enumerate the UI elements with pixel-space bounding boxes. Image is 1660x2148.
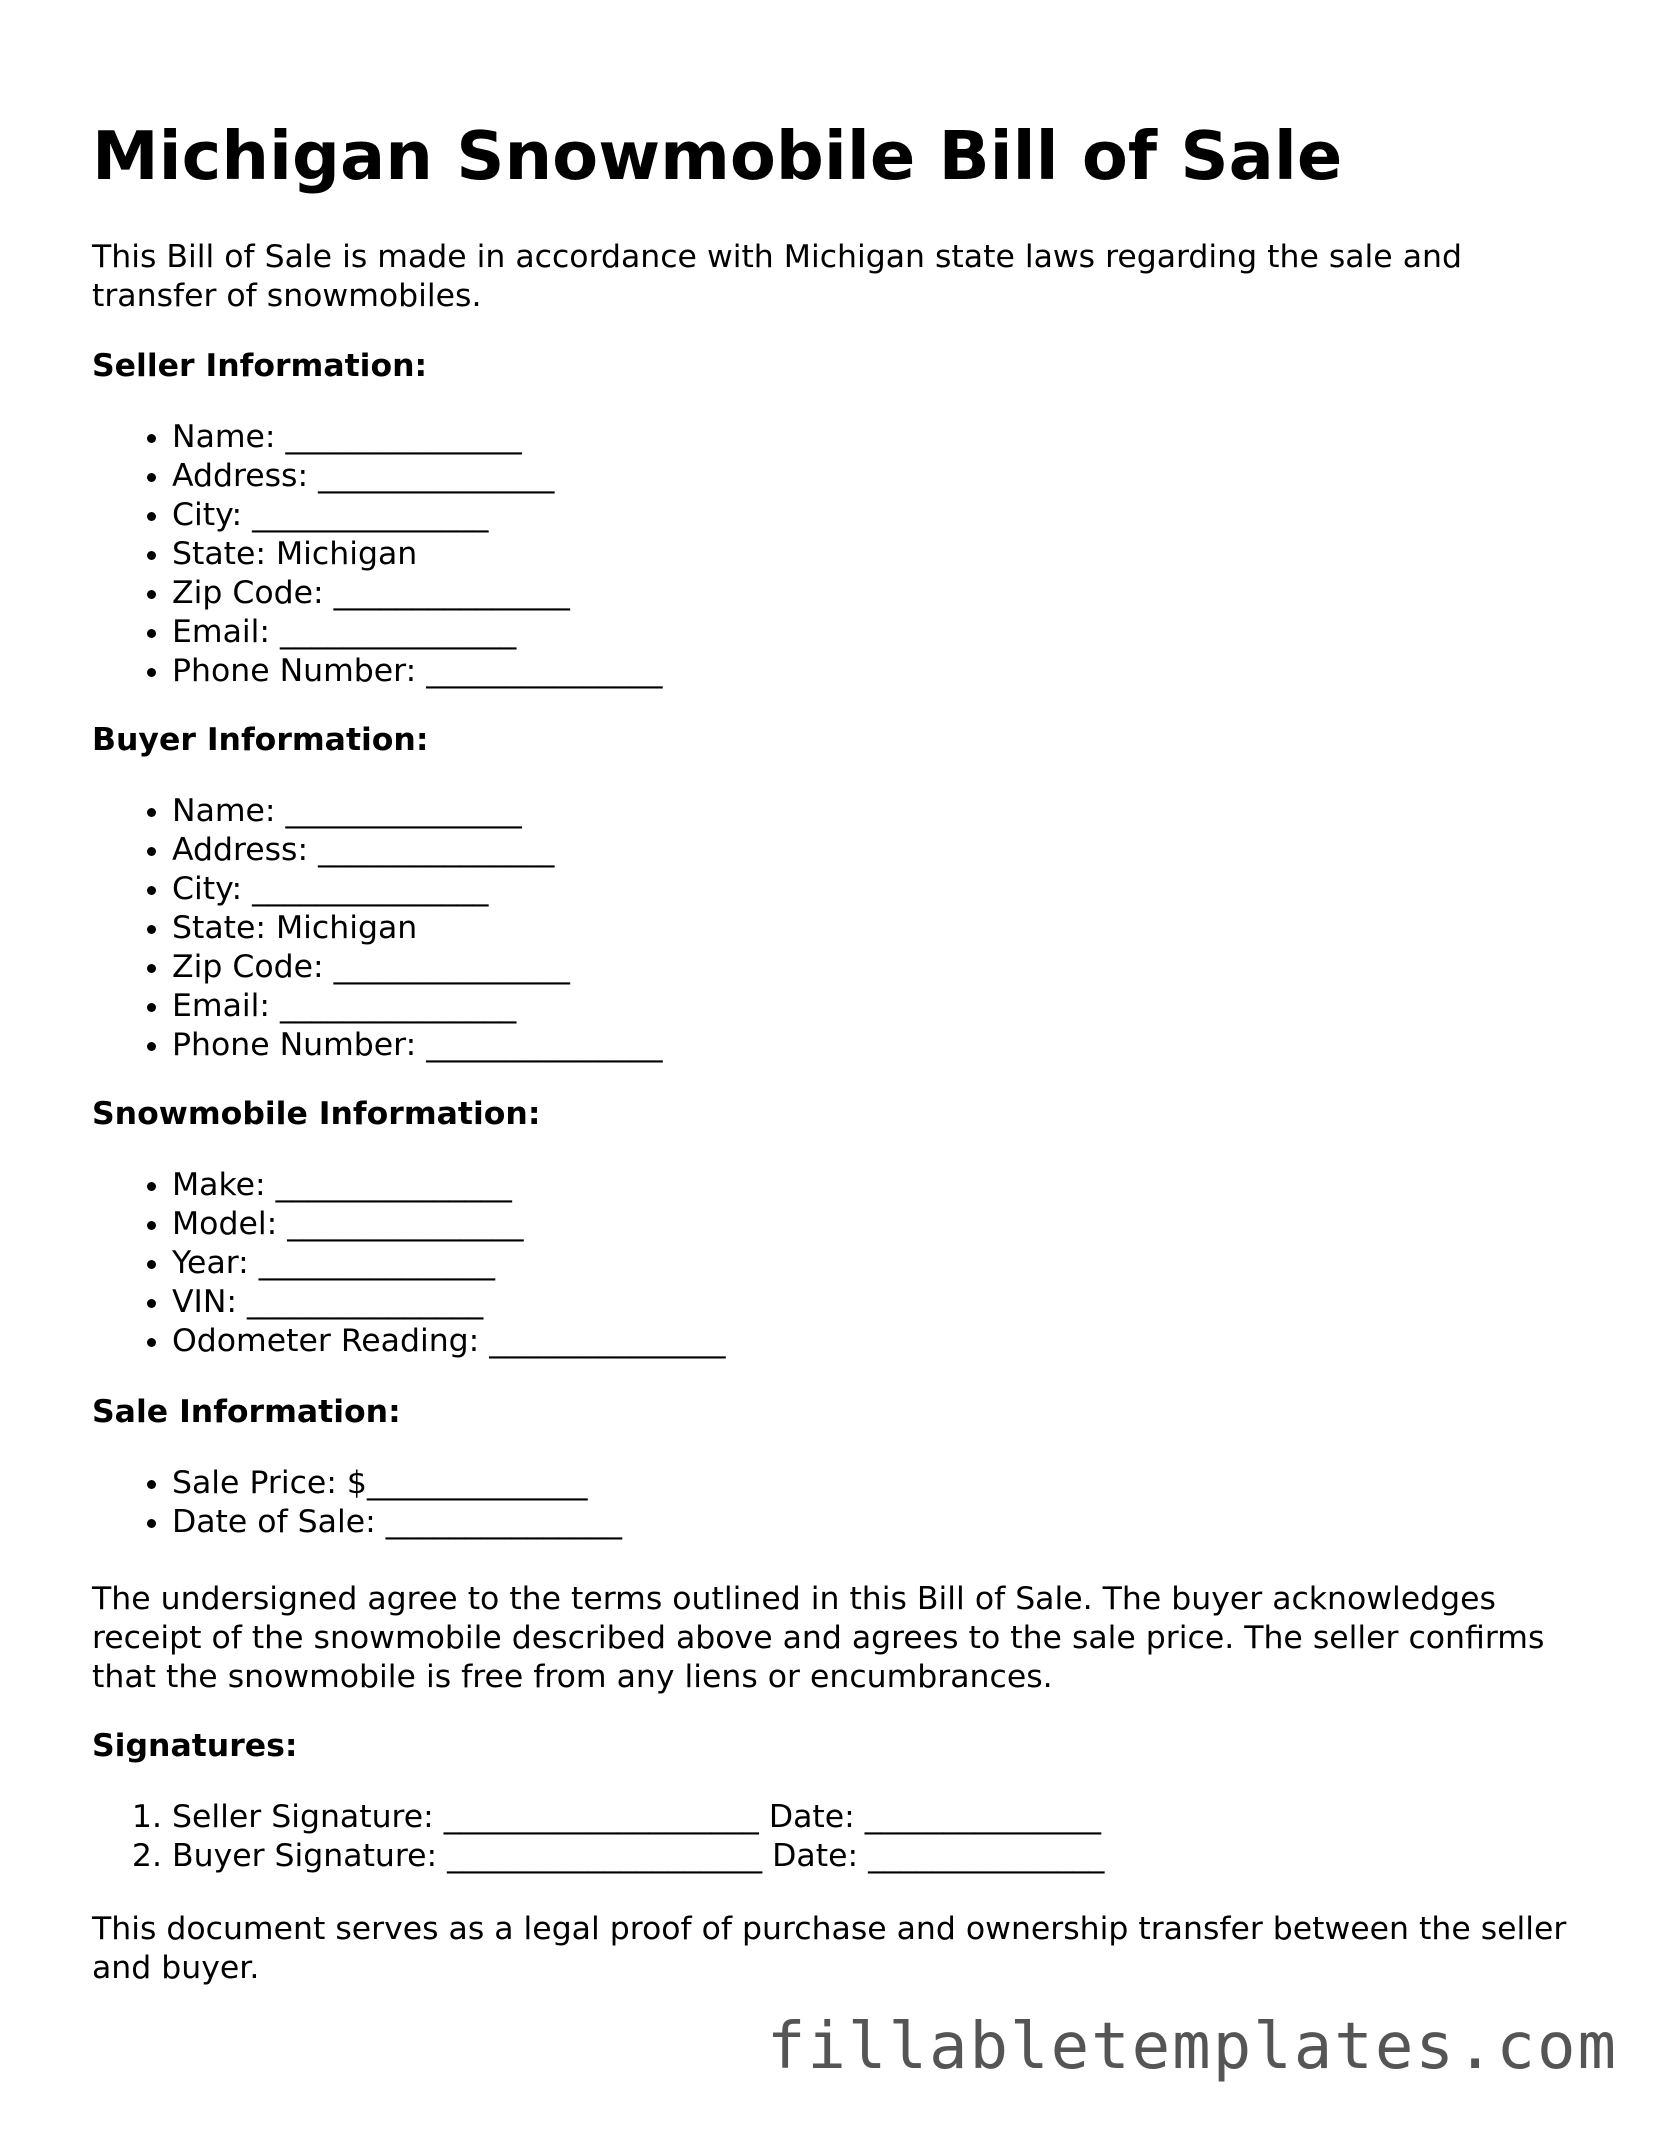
- buyer-state-field: • State: Michigan: [172, 909, 1592, 948]
- intro-section: [92, 238, 1592, 316]
- buyer-name-field: • Name: _______________: [172, 792, 1592, 831]
- signatures-list: [92, 1798, 1592, 1876]
- seller-heading: Seller Information:: [92, 348, 428, 384]
- buyer-list: [92, 792, 1592, 1065]
- signatures-heading: Signatures:: [92, 1728, 298, 1764]
- sale-price-field: • Sale Price: $______________: [172, 1464, 1592, 1503]
- snowmobile-heading: Snowmobile Information:: [92, 1096, 541, 1132]
- buyer-address-field: • Address: _______________: [172, 831, 1592, 870]
- sale-section: [92, 1393, 1592, 1542]
- seller-city-field: • City: _______________: [172, 496, 1592, 535]
- seller-address-field: • Address: _______________: [172, 457, 1592, 496]
- snowmobile-list: [92, 1166, 1592, 1361]
- seller-list: [92, 418, 1592, 691]
- seller-section: [92, 347, 1592, 691]
- seller-phone-field: • Phone Number: _______________: [172, 652, 1592, 691]
- snowmobile-odometer-field: • Odometer Reading: _______________: [172, 1322, 1592, 1361]
- closing-paragraph: This document serves as a legal proof of purchase and ownership transfer between the seller and buyer.: [92, 1911, 1567, 1986]
- buyer-signature-line: 2. Buyer Signature: ____________________ Date: _______________: [172, 1837, 1592, 1876]
- seller-state-field: • State: Michigan: [172, 535, 1592, 574]
- snowmobile-make-field: • Make: _______________: [172, 1166, 1592, 1205]
- sale-date-field: • Date of Sale: _______________: [172, 1503, 1592, 1542]
- watermark-text: fillabletemplates.com: [766, 2010, 1618, 2084]
- snowmobile-section: [92, 1095, 1592, 1361]
- buyer-section: [92, 721, 1592, 1065]
- snowmobile-model-field: • Model: _______________: [172, 1205, 1592, 1244]
- seller-email-field: • Email: _______________: [172, 613, 1592, 652]
- buyer-zip-field: • Zip Code: _______________: [172, 948, 1592, 987]
- snowmobile-year-field: • Year: _______________: [172, 1244, 1592, 1283]
- intro-paragraph: This Bill of Sale is made in accordance with Michigan state laws regarding the sale and transfer of snowmobiles.: [92, 239, 1462, 314]
- sale-list: [92, 1464, 1592, 1542]
- closing-section: [92, 1910, 1592, 1988]
- seller-name-field: • Name: _______________: [172, 418, 1592, 457]
- buyer-heading: Buyer Information:: [92, 722, 429, 758]
- buyer-email-field: • Email: _______________: [172, 987, 1592, 1026]
- seller-zip-field: • Zip Code: _______________: [172, 574, 1592, 613]
- document-title: Michigan Snowmobile Bill of Sale: [92, 117, 1343, 195]
- agreement-section: [92, 1580, 1592, 1697]
- snowmobile-vin-field: • VIN: _______________: [172, 1283, 1592, 1322]
- buyer-city-field: • City: _______________: [172, 870, 1592, 909]
- buyer-phone-field: • Phone Number: _______________: [172, 1026, 1592, 1065]
- signatures-section: [92, 1727, 1592, 1876]
- agreement-paragraph: The undersigned agree to the terms outlined in this Bill of Sale. The buyer acknowledges receipt of the snowmobile described above and agrees to the sale price. The seller confirms that the snowmobile is free from any liens or encumbrances.: [92, 1581, 1545, 1695]
- seller-signature-line: 1. Seller Signature: ____________________ Date: _______________: [172, 1798, 1592, 1837]
- sale-heading: Sale Information:: [92, 1394, 401, 1430]
